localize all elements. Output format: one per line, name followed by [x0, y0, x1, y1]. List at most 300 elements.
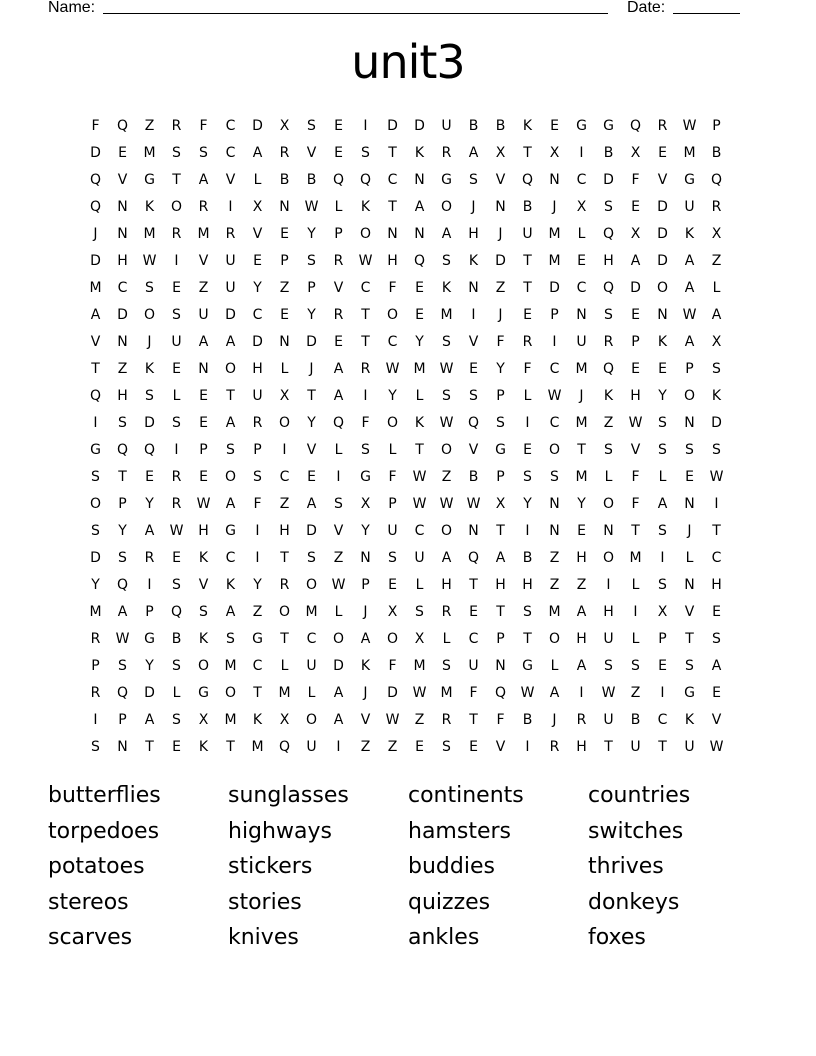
- grid-cell[interactable]: D: [495, 252, 506, 269]
- grid-cell[interactable]: N: [279, 198, 290, 215]
- grid-cell[interactable]: O: [278, 603, 291, 620]
- grid-cell[interactable]: M: [143, 144, 156, 161]
- grid-cell[interactable]: H: [495, 576, 506, 593]
- grid-cell[interactable]: Q: [89, 171, 102, 188]
- grid-cell[interactable]: O: [332, 630, 345, 647]
- grid-cell[interactable]: I: [633, 603, 638, 620]
- grid-cell[interactable]: U: [576, 333, 587, 350]
- grid-cell[interactable]: S: [172, 711, 181, 728]
- grid-cell[interactable]: E: [631, 198, 640, 215]
- grid-cell[interactable]: P: [712, 117, 721, 134]
- grid-cell[interactable]: U: [684, 198, 695, 215]
- grid-cell[interactable]: S: [685, 441, 694, 458]
- grid-cell[interactable]: C: [468, 630, 479, 647]
- grid-cell[interactable]: U: [603, 711, 614, 728]
- grid-cell[interactable]: E: [172, 549, 181, 566]
- grid-cell[interactable]: X: [657, 603, 668, 620]
- grid-cell[interactable]: F: [388, 657, 397, 674]
- grid-cell[interactable]: B: [468, 117, 479, 134]
- grid-cell[interactable]: Z: [549, 576, 560, 593]
- grid-cell[interactable]: L: [415, 576, 424, 593]
- grid-cell[interactable]: H: [711, 576, 722, 593]
- grid-cell[interactable]: M: [575, 360, 588, 377]
- grid-cell[interactable]: X: [279, 117, 290, 134]
- grid-cell[interactable]: S: [388, 549, 397, 566]
- grid-cell[interactable]: Z: [279, 495, 290, 512]
- grid-cell[interactable]: F: [496, 333, 505, 350]
- grid-cell[interactable]: A: [630, 252, 641, 269]
- grid-cell[interactable]: F: [631, 468, 640, 485]
- grid-cell[interactable]: Q: [494, 684, 507, 701]
- grid-cell[interactable]: D: [144, 414, 155, 431]
- grid-cell[interactable]: T: [388, 144, 397, 161]
- grid-cell[interactable]: S: [604, 306, 613, 323]
- grid-cell[interactable]: E: [469, 738, 478, 755]
- grid-cell[interactable]: M: [548, 603, 561, 620]
- grid-cell[interactable]: R: [441, 144, 452, 161]
- grid-cell[interactable]: T: [496, 603, 505, 620]
- grid-cell[interactable]: C: [360, 279, 371, 296]
- grid-cell[interactable]: Q: [521, 171, 534, 188]
- grid-cell[interactable]: R: [549, 738, 560, 755]
- grid-cell[interactable]: K: [360, 657, 371, 674]
- grid-cell[interactable]: G: [603, 117, 614, 134]
- grid-cell[interactable]: S: [523, 603, 532, 620]
- grid-cell[interactable]: K: [684, 711, 695, 728]
- grid-cell[interactable]: R: [279, 144, 290, 161]
- grid-cell[interactable]: Y: [415, 333, 424, 350]
- grid-cell[interactable]: S: [604, 657, 613, 674]
- grid-cell[interactable]: C: [225, 144, 236, 161]
- grid-cell[interactable]: H: [387, 252, 398, 269]
- grid-cell[interactable]: A: [441, 225, 452, 242]
- grid-cell[interactable]: A: [360, 630, 371, 647]
- grid-cell[interactable]: X: [387, 603, 398, 620]
- grid-cell[interactable]: H: [252, 360, 263, 377]
- grid-cell[interactable]: S: [469, 387, 478, 404]
- grid-cell[interactable]: Q: [359, 171, 372, 188]
- grid-cell[interactable]: X: [630, 225, 641, 242]
- grid-cell[interactable]: I: [714, 495, 719, 512]
- grid-cell[interactable]: S: [172, 657, 181, 674]
- grid-cell[interactable]: T: [388, 198, 397, 215]
- grid-cell[interactable]: Z: [576, 576, 587, 593]
- grid-cell[interactable]: I: [255, 522, 260, 539]
- grid-cell[interactable]: X: [630, 144, 641, 161]
- grid-cell[interactable]: N: [279, 333, 290, 350]
- grid-cell[interactable]: Q: [116, 117, 129, 134]
- grid-cell[interactable]: B: [495, 117, 506, 134]
- grid-cell[interactable]: D: [549, 279, 560, 296]
- grid-cell[interactable]: T: [361, 306, 370, 323]
- grid-cell[interactable]: D: [630, 279, 641, 296]
- grid-cell[interactable]: B: [306, 171, 317, 188]
- grid-cell[interactable]: K: [144, 198, 155, 215]
- grid-cell[interactable]: X: [495, 495, 506, 512]
- grid-cell[interactable]: Y: [253, 576, 262, 593]
- grid-cell[interactable]: J: [498, 306, 503, 323]
- grid-cell[interactable]: Z: [495, 279, 506, 296]
- grid-cell[interactable]: J: [579, 387, 584, 404]
- grid-cell[interactable]: O: [197, 657, 210, 674]
- grid-cell[interactable]: J: [363, 603, 368, 620]
- grid-cell[interactable]: I: [255, 549, 260, 566]
- grid-cell[interactable]: F: [523, 360, 532, 377]
- grid-cell[interactable]: N: [198, 360, 209, 377]
- grid-cell[interactable]: V: [252, 225, 263, 242]
- grid-cell[interactable]: V: [225, 171, 236, 188]
- grid-cell[interactable]: L: [415, 387, 424, 404]
- grid-cell[interactable]: Y: [307, 306, 316, 323]
- grid-cell[interactable]: Y: [577, 495, 586, 512]
- grid-cell[interactable]: Q: [467, 414, 480, 431]
- grid-cell[interactable]: C: [252, 657, 263, 674]
- grid-cell[interactable]: I: [606, 576, 611, 593]
- grid-cell[interactable]: B: [711, 144, 722, 161]
- grid-cell[interactable]: L: [523, 387, 532, 404]
- grid-cell[interactable]: O: [278, 414, 291, 431]
- grid-cell[interactable]: A: [333, 684, 344, 701]
- grid-cell[interactable]: O: [386, 306, 399, 323]
- grid-cell[interactable]: Q: [116, 684, 129, 701]
- grid-cell[interactable]: U: [630, 738, 641, 755]
- grid-cell[interactable]: S: [442, 333, 451, 350]
- grid-cell[interactable]: U: [306, 657, 317, 674]
- grid-cell[interactable]: L: [280, 657, 289, 674]
- grid-cell[interactable]: A: [333, 360, 344, 377]
- grid-cell[interactable]: R: [522, 333, 533, 350]
- grid-cell[interactable]: L: [280, 360, 289, 377]
- grid-cell[interactable]: L: [631, 576, 640, 593]
- grid-cell[interactable]: I: [525, 522, 530, 539]
- grid-cell[interactable]: Z: [441, 468, 452, 485]
- grid-cell[interactable]: O: [224, 684, 237, 701]
- grid-cell[interactable]: N: [117, 198, 128, 215]
- grid-cell[interactable]: E: [307, 468, 316, 485]
- grid-cell[interactable]: T: [523, 144, 532, 161]
- grid-cell[interactable]: A: [198, 171, 209, 188]
- grid-cell[interactable]: D: [252, 333, 263, 350]
- grid-cell[interactable]: G: [684, 171, 695, 188]
- grid-cell[interactable]: E: [253, 252, 262, 269]
- grid-cell[interactable]: I: [525, 414, 530, 431]
- grid-cell[interactable]: B: [171, 630, 182, 647]
- grid-cell[interactable]: S: [523, 468, 532, 485]
- grid-cell[interactable]: P: [280, 252, 289, 269]
- grid-cell[interactable]: A: [333, 387, 344, 404]
- grid-cell[interactable]: S: [307, 549, 316, 566]
- grid-cell[interactable]: C: [549, 360, 560, 377]
- grid-cell[interactable]: W: [682, 117, 697, 134]
- grid-cell[interactable]: O: [656, 279, 669, 296]
- grid-cell[interactable]: K: [144, 360, 155, 377]
- grid-cell[interactable]: S: [118, 657, 127, 674]
- grid-cell[interactable]: T: [280, 549, 289, 566]
- grid-cell[interactable]: W: [682, 306, 697, 323]
- grid-cell[interactable]: Z: [711, 252, 722, 269]
- grid-cell[interactable]: Q: [467, 549, 480, 566]
- grid-cell[interactable]: S: [712, 360, 721, 377]
- grid-cell[interactable]: H: [522, 576, 533, 593]
- grid-cell[interactable]: K: [522, 117, 533, 134]
- grid-cell[interactable]: C: [279, 468, 290, 485]
- grid-cell[interactable]: C: [549, 414, 560, 431]
- grid-cell[interactable]: X: [576, 198, 587, 215]
- grid-cell[interactable]: S: [712, 630, 721, 647]
- grid-cell[interactable]: W: [169, 522, 184, 539]
- grid-cell[interactable]: P: [334, 225, 343, 242]
- grid-cell[interactable]: W: [331, 576, 346, 593]
- grid-cell[interactable]: K: [711, 387, 722, 404]
- grid-cell[interactable]: L: [334, 603, 343, 620]
- grid-cell[interactable]: H: [198, 522, 209, 539]
- grid-cell[interactable]: S: [172, 414, 181, 431]
- grid-cell[interactable]: L: [334, 441, 343, 458]
- grid-cell[interactable]: S: [199, 144, 208, 161]
- grid-cell[interactable]: S: [361, 144, 370, 161]
- grid-cell[interactable]: S: [712, 441, 721, 458]
- grid-cell[interactable]: R: [711, 198, 722, 215]
- grid-cell[interactable]: P: [496, 387, 505, 404]
- grid-cell[interactable]: F: [91, 117, 100, 134]
- grid-cell[interactable]: I: [552, 333, 557, 350]
- grid-cell[interactable]: J: [471, 198, 476, 215]
- grid-cell[interactable]: E: [712, 603, 721, 620]
- grid-cell[interactable]: U: [252, 387, 263, 404]
- grid-cell[interactable]: X: [279, 387, 290, 404]
- grid-cell[interactable]: W: [520, 684, 535, 701]
- grid-cell[interactable]: M: [224, 711, 237, 728]
- grid-cell[interactable]: L: [712, 279, 721, 296]
- grid-cell[interactable]: C: [657, 711, 668, 728]
- grid-cell[interactable]: S: [199, 603, 208, 620]
- grid-cell[interactable]: J: [363, 684, 368, 701]
- grid-cell[interactable]: U: [198, 306, 209, 323]
- grid-cell[interactable]: U: [603, 630, 614, 647]
- grid-cell[interactable]: J: [552, 198, 557, 215]
- grid-cell[interactable]: A: [144, 522, 155, 539]
- grid-cell[interactable]: N: [414, 225, 425, 242]
- grid-cell[interactable]: A: [225, 495, 236, 512]
- grid-cell[interactable]: W: [709, 738, 724, 755]
- grid-cell[interactable]: D: [306, 333, 317, 350]
- grid-cell[interactable]: Q: [170, 603, 183, 620]
- grid-cell[interactable]: L: [604, 468, 613, 485]
- grid-cell[interactable]: P: [631, 333, 640, 350]
- grid-cell[interactable]: F: [469, 684, 478, 701]
- grid-cell[interactable]: E: [280, 306, 289, 323]
- grid-cell[interactable]: P: [388, 495, 397, 512]
- grid-cell[interactable]: V: [117, 171, 128, 188]
- grid-cell[interactable]: D: [90, 549, 101, 566]
- grid-cell[interactable]: A: [225, 333, 236, 350]
- grid-cell[interactable]: A: [711, 657, 722, 674]
- grid-cell[interactable]: M: [278, 684, 291, 701]
- grid-cell[interactable]: R: [603, 333, 614, 350]
- grid-cell[interactable]: R: [171, 495, 182, 512]
- grid-cell[interactable]: R: [144, 549, 155, 566]
- grid-cell[interactable]: C: [225, 117, 236, 134]
- grid-cell[interactable]: L: [577, 225, 586, 242]
- grid-cell[interactable]: T: [307, 387, 316, 404]
- grid-cell[interactable]: V: [468, 441, 479, 458]
- grid-cell[interactable]: Z: [387, 738, 398, 755]
- grid-cell[interactable]: N: [603, 522, 614, 539]
- grid-cell[interactable]: S: [91, 738, 100, 755]
- grid-cell[interactable]: F: [361, 414, 370, 431]
- grid-cell[interactable]: C: [117, 279, 128, 296]
- grid-cell[interactable]: P: [118, 711, 127, 728]
- grid-cell[interactable]: Y: [307, 225, 316, 242]
- grid-cell[interactable]: N: [657, 306, 668, 323]
- grid-cell[interactable]: U: [414, 549, 425, 566]
- grid-cell[interactable]: J: [93, 225, 98, 242]
- grid-cell[interactable]: V: [333, 279, 344, 296]
- grid-cell[interactable]: E: [631, 360, 640, 377]
- grid-cell[interactable]: A: [117, 603, 128, 620]
- grid-cell[interactable]: E: [577, 522, 586, 539]
- grid-cell[interactable]: Q: [332, 414, 345, 431]
- grid-cell[interactable]: A: [90, 306, 101, 323]
- grid-cell[interactable]: E: [712, 684, 721, 701]
- grid-cell[interactable]: E: [550, 117, 559, 134]
- grid-cell[interactable]: I: [471, 306, 476, 323]
- grid-cell[interactable]: I: [174, 441, 179, 458]
- grid-cell[interactable]: Q: [602, 225, 615, 242]
- grid-cell[interactable]: Z: [144, 117, 155, 134]
- grid-cell[interactable]: X: [198, 711, 209, 728]
- grid-cell[interactable]: O: [359, 225, 372, 242]
- grid-cell[interactable]: L: [631, 630, 640, 647]
- grid-cell[interactable]: F: [388, 279, 397, 296]
- grid-cell[interactable]: D: [306, 522, 317, 539]
- grid-cell[interactable]: M: [629, 549, 642, 566]
- grid-cell[interactable]: D: [414, 117, 425, 134]
- grid-cell[interactable]: Q: [629, 117, 642, 134]
- grid-cell[interactable]: C: [711, 549, 722, 566]
- grid-cell[interactable]: R: [576, 711, 587, 728]
- grid-cell[interactable]: A: [252, 144, 263, 161]
- grid-cell[interactable]: G: [198, 684, 209, 701]
- grid-cell[interactable]: U: [171, 333, 182, 350]
- grid-cell[interactable]: I: [363, 387, 368, 404]
- grid-cell[interactable]: S: [226, 630, 235, 647]
- grid-cell[interactable]: J: [309, 360, 314, 377]
- grid-cell[interactable]: V: [198, 252, 209, 269]
- grid-cell[interactable]: F: [496, 711, 505, 728]
- grid-cell[interactable]: D: [90, 252, 101, 269]
- grid-cell[interactable]: O: [224, 468, 237, 485]
- grid-cell[interactable]: K: [414, 144, 425, 161]
- grid-cell[interactable]: T: [145, 738, 154, 755]
- grid-cell[interactable]: E: [415, 738, 424, 755]
- grid-cell[interactable]: E: [199, 468, 208, 485]
- grid-cell[interactable]: X: [252, 198, 263, 215]
- grid-cell[interactable]: W: [385, 711, 400, 728]
- grid-cell[interactable]: H: [117, 387, 128, 404]
- grid-cell[interactable]: N: [360, 549, 371, 566]
- grid-cell[interactable]: A: [684, 252, 695, 269]
- grid-cell[interactable]: W: [412, 468, 427, 485]
- grid-cell[interactable]: M: [575, 468, 588, 485]
- grid-cell[interactable]: Q: [413, 252, 426, 269]
- grid-cell[interactable]: Q: [116, 576, 129, 593]
- grid-cell[interactable]: U: [225, 279, 236, 296]
- grid-cell[interactable]: Q: [710, 171, 723, 188]
- grid-cell[interactable]: L: [172, 684, 181, 701]
- grid-cell[interactable]: L: [172, 387, 181, 404]
- grid-cell[interactable]: W: [439, 495, 454, 512]
- grid-cell[interactable]: C: [387, 333, 398, 350]
- grid-cell[interactable]: E: [631, 306, 640, 323]
- grid-cell[interactable]: S: [685, 657, 694, 674]
- grid-cell[interactable]: D: [144, 684, 155, 701]
- grid-cell[interactable]: N: [387, 225, 398, 242]
- grid-cell[interactable]: H: [441, 576, 452, 593]
- grid-cell[interactable]: W: [142, 252, 157, 269]
- grid-cell[interactable]: Z: [279, 279, 290, 296]
- grid-cell[interactable]: P: [91, 657, 100, 674]
- grid-cell[interactable]: J: [498, 225, 503, 242]
- grid-cell[interactable]: W: [601, 684, 616, 701]
- grid-cell[interactable]: M: [548, 252, 561, 269]
- grid-cell[interactable]: B: [630, 711, 641, 728]
- grid-cell[interactable]: V: [630, 441, 641, 458]
- grid-cell[interactable]: S: [496, 414, 505, 431]
- grid-cell[interactable]: P: [550, 306, 559, 323]
- grid-cell[interactable]: H: [576, 630, 587, 647]
- grid-cell[interactable]: I: [579, 684, 584, 701]
- grid-cell[interactable]: I: [282, 441, 287, 458]
- grid-cell[interactable]: L: [253, 171, 262, 188]
- grid-cell[interactable]: O: [602, 495, 615, 512]
- grid-cell[interactable]: A: [225, 603, 236, 620]
- grid-cell[interactable]: E: [469, 603, 478, 620]
- grid-cell[interactable]: X: [279, 711, 290, 728]
- grid-cell[interactable]: G: [684, 684, 695, 701]
- date-field[interactable]: [673, 0, 740, 14]
- grid-cell[interactable]: R: [225, 225, 236, 242]
- grid-cell[interactable]: N: [414, 171, 425, 188]
- grid-cell[interactable]: T: [631, 522, 640, 539]
- grid-cell[interactable]: T: [226, 738, 235, 755]
- grid-cell[interactable]: A: [468, 144, 479, 161]
- grid-cell[interactable]: D: [117, 306, 128, 323]
- grid-cell[interactable]: R: [171, 225, 182, 242]
- grid-cell[interactable]: P: [307, 279, 316, 296]
- grid-cell[interactable]: N: [495, 198, 506, 215]
- grid-cell[interactable]: E: [172, 738, 181, 755]
- grid-cell[interactable]: T: [685, 630, 694, 647]
- grid-cell[interactable]: S: [604, 198, 613, 215]
- grid-cell[interactable]: V: [333, 522, 344, 539]
- grid-cell[interactable]: V: [468, 333, 479, 350]
- grid-cell[interactable]: N: [549, 171, 560, 188]
- grid-cell[interactable]: S: [604, 441, 613, 458]
- grid-cell[interactable]: N: [117, 738, 128, 755]
- grid-cell[interactable]: R: [333, 306, 344, 323]
- grid-cell[interactable]: N: [684, 495, 695, 512]
- grid-cell[interactable]: Z: [360, 738, 371, 755]
- grid-cell[interactable]: E: [199, 387, 208, 404]
- grid-cell[interactable]: M: [224, 657, 237, 674]
- grid-cell[interactable]: S: [226, 441, 235, 458]
- grid-cell[interactable]: Q: [89, 198, 102, 215]
- grid-cell[interactable]: Q: [116, 441, 129, 458]
- grid-cell[interactable]: A: [711, 306, 722, 323]
- grid-cell[interactable]: F: [631, 171, 640, 188]
- grid-cell[interactable]: V: [360, 711, 371, 728]
